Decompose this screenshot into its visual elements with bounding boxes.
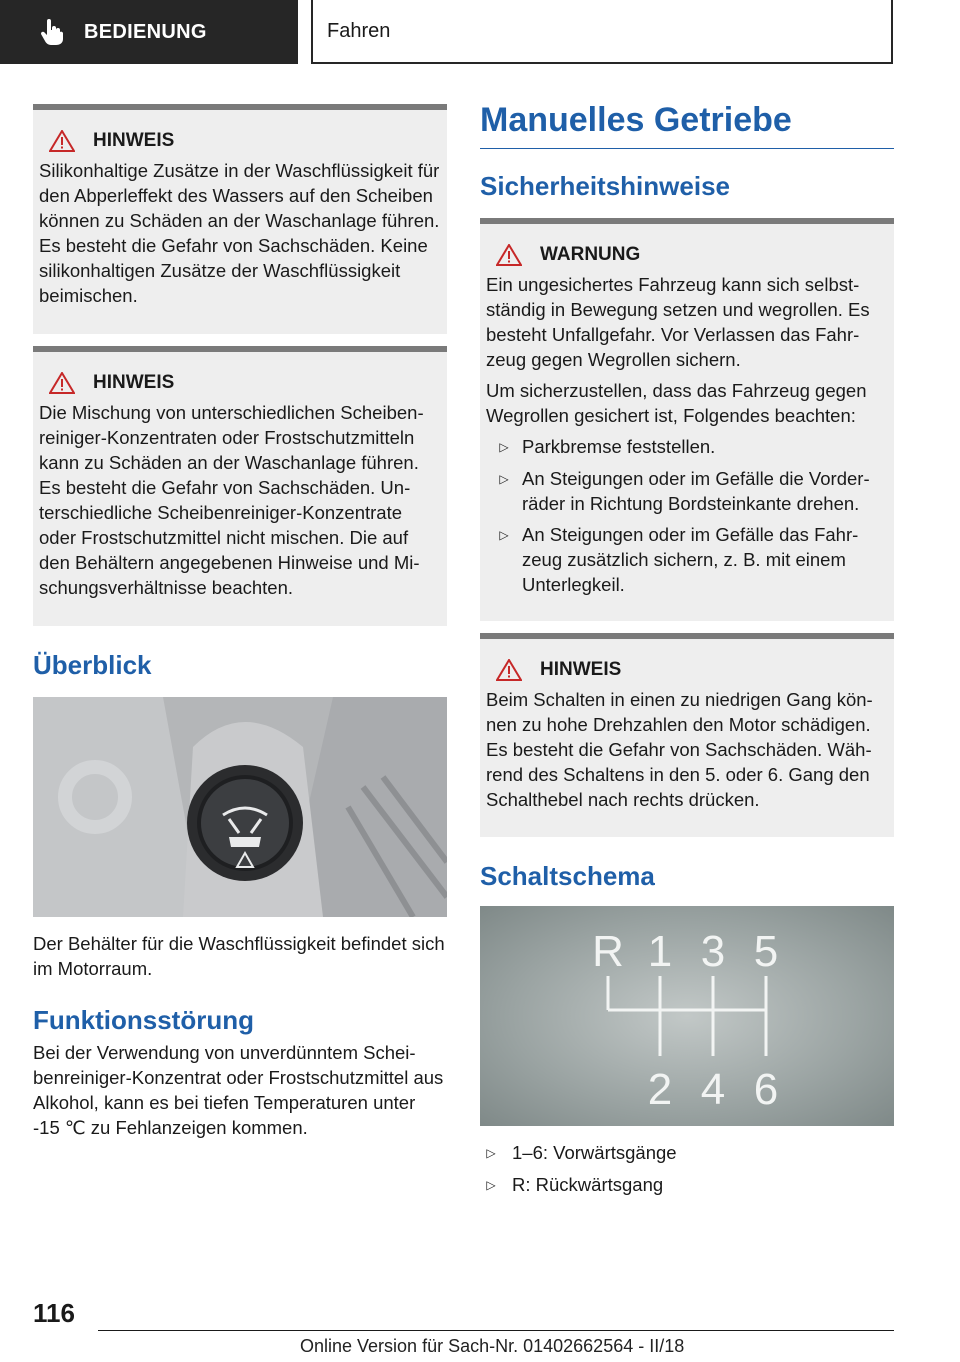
bullet-triangle-icon: ▷ bbox=[486, 1178, 496, 1192]
footer-version: Online Version für Sach-Nr. 01402662564 - II/18 bbox=[300, 1336, 685, 1356]
notice-head bbox=[39, 130, 441, 152]
gear-label-2: 2 bbox=[647, 1065, 673, 1114]
notice-box-3 bbox=[480, 633, 894, 837]
overview-heading: Überblick bbox=[33, 650, 152, 680]
notice-text: Die Mischung von unterschiedlichen Scheibenreiniger-Konzentraten oder Frostschutzmitteln kann zu Schäden an der Waschanlage führen. Es besteht die Gefahr von Sachschäden. Unterschiedliche Scheibenreiniger-Konzentrate oder Frostschutzmittel nicht mischen. Die auf den Behältern angegebenen Hinweise und Mischungsverhältnisse beachten. bbox=[39, 402, 424, 598]
hand-pointer-icon bbox=[40, 19, 64, 45]
bullet-triangle-icon: ▷ bbox=[499, 528, 509, 542]
notice-text: Beim Schalten in einen zu niedrigen Gang können zu hohe Drehzahlen den Motor schädigen. Es besteht die Gefahr von Sachschäden. Während des Schaltens in den 5. oder 6. Gang den Schalthebel nach rechts drücken. bbox=[486, 689, 873, 810]
footer-divider bbox=[98, 1330, 894, 1331]
gear-label-4: 4 bbox=[700, 1065, 726, 1114]
list-item: ▷ An Steigungen oder im Gefälle das Fahrzeug zusätzlich sichern, z. B. mit einem Unterlegkeil. bbox=[486, 522, 888, 597]
notice-box-2 bbox=[33, 346, 447, 626]
notice-head bbox=[486, 659, 888, 681]
warning-triangle-icon bbox=[49, 372, 75, 394]
notice-text: Silikonhaltige Zusätze in der Waschflüssigkeit für den Abperleffekt des Wassers auf den Scheiben können zu Schäden an der Waschanlage führen. Es besteht die Gefahr von Sachschäden. Keine silikonhaltigen Zusätze der Waschflüssigkeit beimischen. bbox=[39, 160, 440, 306]
gear-label-3: 3 bbox=[700, 927, 726, 976]
washer-reservoir-photo bbox=[33, 697, 447, 917]
gear-label-r: R bbox=[592, 927, 624, 976]
chapter-label: Fahren bbox=[327, 19, 391, 42]
bullet-triangle-icon: ▷ bbox=[499, 440, 509, 454]
left-column bbox=[33, 104, 447, 1140]
list-item: ▷ An Steigungen oder im Gefälle die Vorderräder in Richtung Bordsteinkante drehen. bbox=[486, 466, 888, 516]
list-item: ▷ Parkbremse feststellen. bbox=[486, 434, 888, 460]
page-title: Manuelles Getriebe bbox=[480, 100, 894, 149]
warning-box bbox=[480, 218, 894, 621]
warning-triangle-icon bbox=[49, 130, 75, 152]
list-item: ▷ R: Rückwärtsgang bbox=[480, 1172, 894, 1198]
photo-caption: Der Behälter für die Waschflüssigkeit befindet sich im Motorraum. bbox=[33, 933, 445, 979]
warning-triangle-icon bbox=[496, 659, 522, 681]
notice-box-1 bbox=[33, 104, 447, 334]
list-item: ▷ 1–6: Vorwärtsgänge bbox=[480, 1140, 894, 1166]
malfunction-heading: Funktionsstörung bbox=[33, 1005, 254, 1035]
notice-title: HINWEIS bbox=[93, 372, 175, 393]
bullet-triangle-icon: ▷ bbox=[499, 472, 509, 486]
shift-pattern-diagram bbox=[480, 906, 894, 1126]
gear-label-6: 6 bbox=[753, 1065, 779, 1114]
notice-title: HINWEIS bbox=[93, 130, 175, 151]
warning-triangle-icon bbox=[496, 244, 522, 266]
page-number: 116 bbox=[33, 1298, 75, 1328]
section-tab bbox=[0, 0, 298, 64]
shift-heading: Schaltschema bbox=[480, 861, 655, 891]
warning-title: WARNUNG bbox=[540, 244, 641, 265]
warning-text-1: Ein ungesichertes Fahrzeug kann sich selbstständig in Bewegung setzen und wegrollen. Es besteht Unfallgefahr. Vor Verlassen das Fahrzeug gegen Wegrollen sichern. bbox=[486, 274, 870, 370]
right-column bbox=[480, 100, 894, 1198]
chapter-tab bbox=[311, 0, 893, 64]
safety-heading: Sicherheitshinweise bbox=[480, 171, 730, 201]
bullet-triangle-icon: ▷ bbox=[486, 1146, 496, 1160]
malfunction-text: Bei der Verwendung von unverdünntem Scheibenreiniger-Konzentrat oder Frostschutzmittel aus Alkohol, kann es bei tiefen Temperaturen unter -15 ℃ zu Fehlanzeigen kommen. bbox=[33, 1042, 444, 1138]
notice-head bbox=[39, 372, 441, 394]
warning-head bbox=[486, 244, 888, 266]
gear-label-1: 1 bbox=[647, 927, 673, 976]
notice-title: HINWEIS bbox=[540, 659, 622, 680]
gear-label-5: 5 bbox=[753, 927, 779, 976]
warning-text-2: Um sicherzustellen, dass das Fahrzeug gegen Wegrollen gesichert ist, Folgendes beachten: bbox=[486, 380, 867, 426]
section-label: BEDIENUNG bbox=[84, 20, 207, 43]
